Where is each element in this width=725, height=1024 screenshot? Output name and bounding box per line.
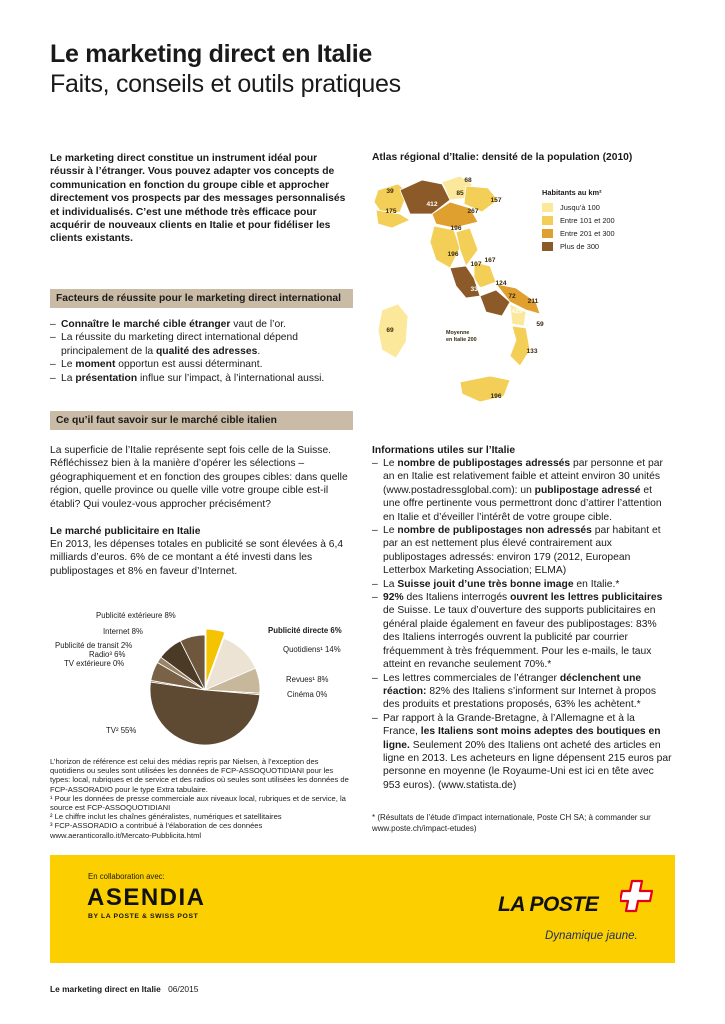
footnote: ¹ Pour les données de presse commerciale aux niveaux local, rubriques et de service, la source est FCP-ASSOQUOTIDIANI [50, 793, 346, 813]
section-heading-success-factors: Facteurs de réussite pour le marketing direct international [50, 289, 353, 308]
source-link[interactable]: www.aeranticorallo.it/Mercato-Pubblicita.html [50, 830, 202, 840]
chart-footnotes [50, 757, 355, 840]
legend-title: Habitants au km² [542, 188, 602, 197]
intro-paragraph: Le marketing direct constitue un instrument idéal pour réussir à l’étranger. Vous pouvez adapter vos concepts de communication en fonction du groupe cible et approcher directement vos prospects par des messages personnalisés et individualisés. C’est une méthode très efficace pour acquérir de nouveaux clients en Italie et pour fidéliser les clients existants. [50, 153, 346, 245]
map-value: 211 [527, 298, 539, 305]
advertising-pie-chart [130, 615, 280, 765]
footnote: ² Le chiffre inclut les chaînes généralistes, numériques et satellitaires [50, 812, 282, 822]
map-value: 124 [495, 280, 507, 287]
map-value: 72 [508, 293, 516, 300]
map-value: 167 [484, 257, 496, 264]
map-legend [542, 188, 615, 253]
map-value: 196 [490, 393, 502, 400]
pie-label-tv-outdoor: TV extérieure 0% [64, 659, 125, 668]
asendia-logo: ASENDIA [87, 884, 206, 911]
italy-density-map [370, 170, 550, 410]
pie-label-magazines: Revues¹ 8% [286, 675, 329, 684]
list-item: – Par rapport à la Grande-Bretagne, à l’Allemagne et à la France, les Italiens sont moins adeptes des boutiques en ligne. Seulement 20% des Italiens ont acheté des articles en ligne en 2013. Les acheteurs en ligne dépensent 215 euros par personne en moyenne (le Royaume-Uni est ici en tête avec 953 euros). (www.statista.de) [372, 712, 672, 792]
map-value: 59 [536, 321, 544, 328]
footnote: L’horizon de référence est celui des médias repris par Nielsen, à l’exception des quotidiens ou seules sont utilisées les données de FCP-ASSOQUOTIDIANI pour les types: local, rubriques et de service et des radios où seules sont utilisées les données de FCP-ASSORADIO pour le type Extra tabulaire. [50, 757, 349, 794]
pie-label-tv: TV² 55% [106, 726, 137, 735]
map-value: 196 [450, 225, 462, 232]
pie-label-transit: Publicité de transit 2% [55, 641, 133, 650]
map-value: 330 [470, 286, 482, 293]
info-list [372, 457, 672, 792]
pie-label-internet: Internet 8% [103, 627, 143, 636]
list-item: – La présentation influe sur l’impact, à l’international aussi. [50, 372, 353, 385]
list-item: – La Suisse jouit d’une très bonne image en Italie.* [372, 578, 672, 591]
pie-label-radio: Radio³ 6% [89, 650, 126, 659]
list-item: – Connaître le marché cible étranger vaut de l’or. [50, 318, 353, 331]
map-value: 85 [456, 190, 464, 197]
map-average-label: en Italie 200 [446, 337, 477, 343]
legend-item: Jusqu’à 100 [542, 201, 615, 214]
la-poste-logo: LA POSTE [498, 893, 599, 916]
map-value: 107 [470, 261, 482, 268]
collaboration-label: En collaboration avec: [88, 872, 165, 881]
list-item: – 92% des Italiens interrogés ouvrent les lettres publicitaires de Suisse. Le taux d’ouverture des supports publicitaires en général plaide également en faveur des publipostages: 83% des Italiens interrogés ouvrent la publicité par courrier fréquemment à très fréquemment. Pour les e-mails, le taux atteint en revanche seulement 70%.* [372, 591, 672, 671]
list-item: – Le nombre de publipostages non adressés par habitant et par an est nettement plus élevé contrairement aux publipostages adressés: environ 179 (2012, European Letterbox Marketing Association; ELMA) [372, 524, 672, 578]
italy-market-paragraph: La superficie de l’Italie représente sept fois celle de la Suisse. Réfléchissez bien à la manière d’opérer les sélections – géographiquement et en fonction des groupes cibles: dans quelle région, quelle province ou quelle ville votre groupe cible est-il établi? Qui voulez-vous approcher précisément? [50, 445, 348, 510]
advertising-market-heading: Le marché publicitaire en Italie [50, 526, 201, 537]
success-factors-list [50, 318, 353, 385]
legend-item: Entre 101 et 200 [542, 214, 615, 227]
map-value: 133 [526, 348, 538, 355]
list-item: – Le moment opportun est aussi déterminant. [50, 358, 353, 371]
legend-item: Entre 201 et 300 [542, 227, 615, 240]
swiss-cross-icon [620, 879, 654, 917]
map-value: 196 [447, 251, 459, 258]
info-heading: Informations utiles sur l’Italie [372, 445, 516, 456]
footnote: ³ FCP-ASSORADIO a contribué à l’élaboration de ces données [50, 821, 263, 831]
list-item: – Le nombre de publipostages adressés par personne et par an en Italie est relativement faible et atteint environ 30 unités (www.postadressglobal.com): un publipostage adressé et une offre pertinente vous permettront donc d’attirer l’attention en Italie et d’éveiller l’intérêt de votre groupe cible. [372, 457, 672, 524]
list-item: – Les lettres commerciales de l’étranger déclenchent une réaction: 82% des Italiens s’informent sur Internet à propos des produits et prestations proposés, 63% les achètent.* [372, 672, 672, 712]
map-value: 412 [426, 201, 438, 208]
map-value: 175 [385, 208, 397, 215]
pie-label-outdoor: Publicité extérieure 8% [96, 611, 176, 620]
legend-item: Plus de 300 [542, 240, 615, 253]
region-sicilia [460, 376, 510, 402]
map-title: Atlas régional d’Italie: densité de la population (2010) [372, 152, 633, 163]
map-value: 267 [467, 208, 479, 215]
region-calabria [510, 326, 530, 366]
asendia-tagline: BY LA POSTE & SWISS POST [88, 913, 199, 920]
section-heading-italian-market: Ce qu’il faut savoir sur le marché cible italien [50, 411, 353, 430]
pie-label-newspapers: Quotidiens¹ 14% [283, 645, 341, 654]
list-item: – La réussite du marketing direct international dépend principalement de la qualité des adresses. [50, 331, 353, 358]
pie-label-cinema: Cinéma 0% [287, 690, 328, 699]
map-value: 39 [386, 188, 394, 195]
advertising-market-paragraph: En 2013, les dépenses totales en publicité se sont élevées à 6,4 milliards d’euros. 6% de ce montant a été investi dans les publipostages et 8% en faveur d’Internet. [50, 539, 344, 577]
map-value: 429 [511, 308, 523, 315]
page-subtitle: Faits, conseils et outils pratiques [50, 70, 401, 98]
map-value: 157 [490, 197, 502, 204]
info-footnote: * (Résultats de l’étude d’impact internationale, Poste CH SA; à commander sur www.poste.ch/impact-etudes) [372, 813, 651, 833]
footer-date: 06/2015 [168, 984, 199, 994]
map-value: 69 [386, 327, 394, 334]
footer-doc-title: Le marketing direct en Italie [50, 984, 161, 994]
region-toscana [430, 226, 460, 268]
map-average-label: Moyenne [446, 330, 470, 336]
page-title: Le marketing direct en Italie [50, 40, 372, 68]
map-value: 68 [464, 177, 472, 184]
la-poste-tagline: Dynamique jaune. [545, 930, 638, 942]
pie-label-direct: Publicité directe 6% [268, 626, 342, 635]
page-footer [50, 984, 198, 994]
